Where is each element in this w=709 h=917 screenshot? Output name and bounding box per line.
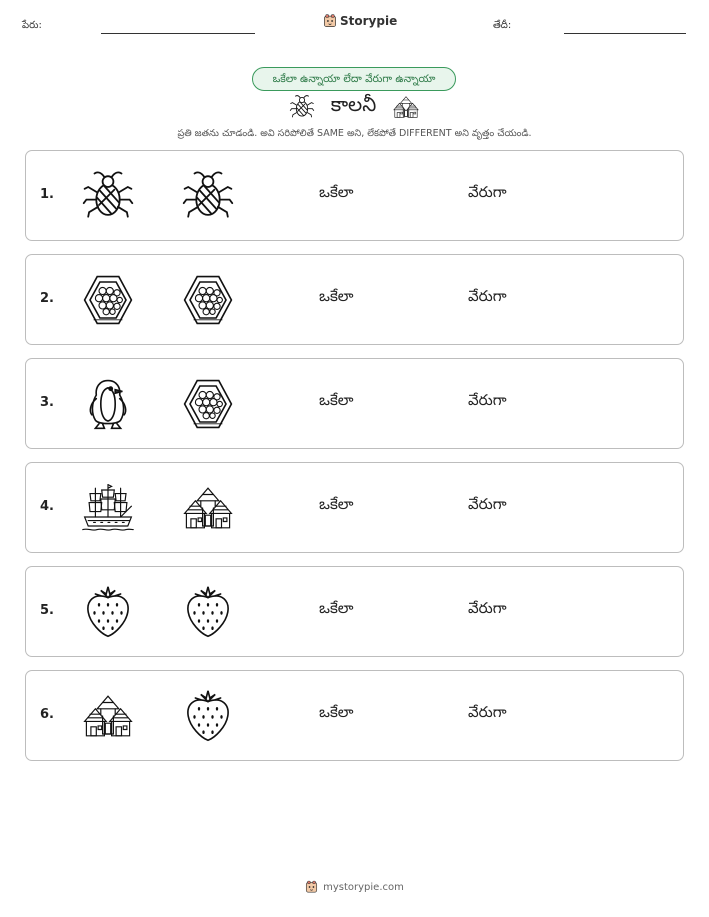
honeycomb-icon	[181, 377, 235, 431]
different-option[interactable]: వేరుగా	[468, 495, 507, 513]
question-number: 6.	[40, 707, 54, 722]
question-number: 4.	[40, 499, 54, 514]
huts-icon	[392, 93, 420, 121]
huts-icon	[181, 481, 235, 535]
question-number: 3.	[40, 395, 54, 410]
worksheet-type-pill: ఒకేలా ఉన్నాయా లేదా వేరుగా ఉన్నాయా	[252, 67, 456, 91]
honeycomb-icon	[181, 273, 235, 327]
bug-icon	[81, 169, 135, 223]
different-option[interactable]: వేరుగా	[468, 599, 507, 617]
brand-name: Storypie	[340, 14, 398, 28]
question-number: 5.	[40, 603, 54, 618]
bug-icon	[289, 94, 315, 120]
question-row-1	[25, 150, 684, 241]
strawberry-icon	[181, 585, 235, 639]
storypie-logo-icon	[323, 13, 337, 29]
huts-icon	[81, 689, 135, 743]
same-option[interactable]: ఒకేలా	[319, 287, 354, 305]
footer	[0, 880, 709, 894]
bug-icon	[181, 169, 235, 223]
same-option[interactable]: ఒకేలా	[319, 495, 354, 513]
same-option[interactable]: ఒకేలా	[319, 183, 354, 201]
worksheet-title: కాలనీ	[330, 92, 377, 116]
worksheet-title-row	[0, 92, 709, 121]
honeycomb-icon	[81, 273, 135, 327]
question-number: 1.	[40, 187, 54, 202]
date-label: తేదీ:	[493, 20, 512, 31]
question-row-5	[25, 566, 684, 657]
footer-site[interactable]: mystorypie.com	[323, 881, 404, 893]
date-line[interactable]	[564, 33, 686, 34]
strawberry-icon	[181, 689, 235, 743]
question-row-4	[25, 462, 684, 553]
name-label: పేరు:	[22, 20, 42, 31]
storypie-logo-icon	[305, 880, 318, 894]
different-option[interactable]: వేరుగా	[468, 391, 507, 409]
different-option[interactable]: వేరుగా	[468, 703, 507, 721]
strawberry-icon	[81, 585, 135, 639]
question-row-3	[25, 358, 684, 449]
name-line[interactable]	[101, 33, 255, 34]
different-option[interactable]: వేరుగా	[468, 287, 507, 305]
question-row-6	[25, 670, 684, 761]
ship-icon	[81, 481, 135, 535]
penguin-icon	[81, 377, 135, 431]
same-option[interactable]: ఒకేలా	[319, 391, 354, 409]
same-option[interactable]: ఒకేలా	[319, 703, 354, 721]
different-option[interactable]: వేరుగా	[468, 183, 507, 201]
brand-logo	[323, 13, 397, 29]
same-option[interactable]: ఒకేలా	[319, 599, 354, 617]
question-row-2	[25, 254, 684, 345]
instructions: ప్రతి జతను చూడండి. అవి సరిపోలితే SAME అని, లేకపోతే DIFFERENT అని వృత్తం చేయండి.	[177, 128, 532, 139]
question-number: 2.	[40, 291, 54, 306]
